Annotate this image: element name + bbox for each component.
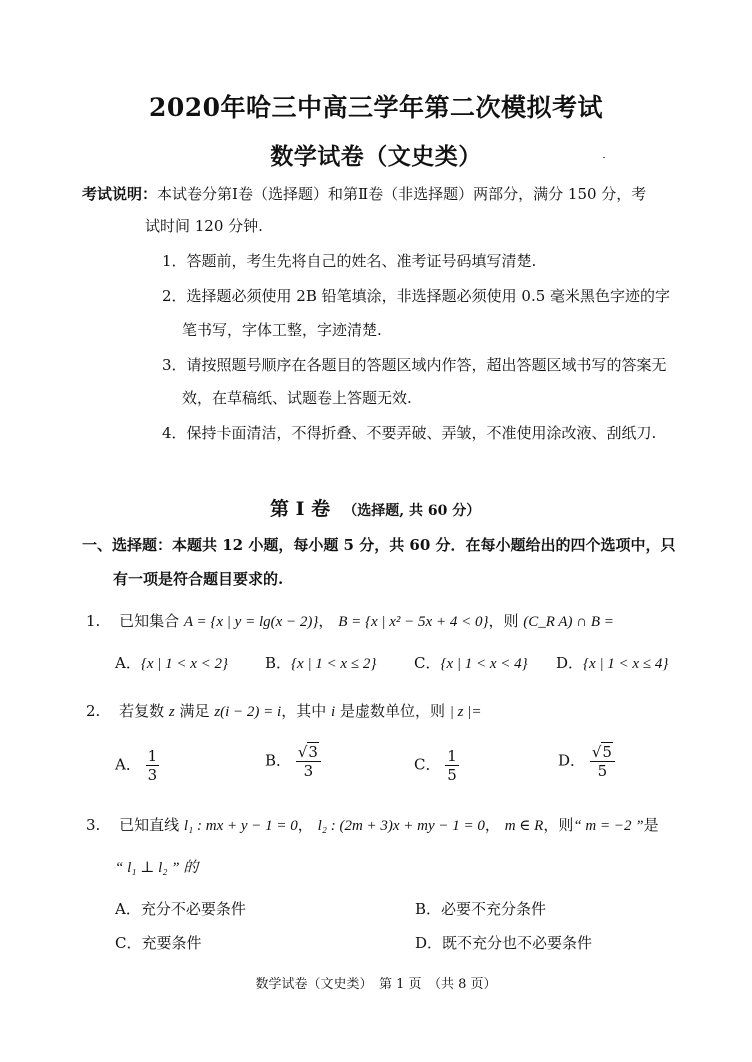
question-3-option-c: C．充要条件 — [115, 934, 202, 952]
exam-title: 2020年哈三中高三学年第二次模拟考试 — [148, 93, 604, 122]
section-subheading: （选择题, 共 60 分） — [343, 503, 481, 519]
fraction-numerator: 1 — [147, 747, 158, 765]
instructions-first-line — [82, 184, 646, 204]
sqrt-sign: √3 — [297, 743, 318, 761]
question-3-text-post: 是 — [643, 816, 659, 834]
question-3-option-a: A．充分不必要条件 — [115, 900, 246, 918]
fraction-numerator — [296, 743, 321, 762]
question-3-stem: 3. 已知直线 l₁ : mx + y − 1 = 0， l₂ : (2m + 3)x + my − 1 = 0， m ∈ R，则“ m = −2 ”是 — [86, 816, 659, 834]
question-3-option-d: D．既不充分也不必要条件 — [415, 934, 593, 952]
fraction-denominator: 5 — [597, 762, 608, 780]
instructions-line1: 本试卷分第Ⅰ卷（选择题）和第Ⅱ卷（非选择题）两部分，满分 150 分，考 — [157, 185, 647, 203]
question-1-stem — [86, 611, 614, 632]
question-2-number: 2. — [86, 702, 101, 720]
question-3-stem-line2: “ l₁ ⊥ l₂ ” 的 — [115, 860, 199, 876]
option-label: B． — [265, 654, 292, 672]
question-2-stem — [86, 701, 482, 722]
radicand: 5 — [602, 743, 612, 761]
part-instructions-line1: 一、选择题：本题共 12 小题，每小题 5 分，共 60 分．在每小题给出的四个选项中，只 — [82, 536, 676, 554]
option-label: A． — [115, 654, 141, 672]
question-1-option-a — [115, 653, 228, 674]
question-3-number: 3. — [86, 816, 101, 834]
fraction-denominator: 5 — [447, 766, 457, 784]
question-1-set-b: B = {x | x² − 5x + 4 < 0} — [338, 614, 489, 630]
fraction-numerator — [590, 743, 615, 762]
option-value: {x | 1 < x < 4} — [440, 656, 528, 672]
question-1-option-b — [265, 653, 376, 674]
question-1-text-pre: 已知集合 — [119, 612, 180, 630]
sqrt-sign: √5 — [591, 743, 612, 761]
question-1-expression: (C_R A) ∩ B = — [523, 614, 614, 630]
instruction-item-1: 1．答题前，考生先将自己的姓名、准考证号码填写清楚. — [162, 252, 537, 270]
part-instructions-line2: 有一项是符合题目要求的. — [113, 570, 284, 588]
question-2-option-a — [115, 747, 159, 784]
instruction-item-4: 4．保持卡面清洁，不得折叠、不要弄破、弄皱，不准使用涂改液、刮纸刀. — [162, 424, 657, 442]
option-label: A． — [115, 755, 141, 774]
option-fraction — [296, 743, 321, 780]
question-1-option-d — [556, 653, 668, 674]
option-fraction — [445, 747, 459, 784]
instruction-item-2-cont: 笔书写，字体工整，字迹清楚. — [182, 321, 382, 339]
option-label: D． — [556, 654, 584, 672]
fraction-denominator: 3 — [303, 762, 314, 780]
question-1-set-a: A = {x | y = lg(x − 2)} — [183, 614, 319, 630]
question-2-option-b — [265, 743, 321, 780]
radicand: 3 — [308, 743, 318, 761]
question-2-var-z: z — [168, 704, 175, 720]
question-2-var-i: i — [331, 704, 336, 720]
question-3-line-l2: l₂ : (2m + 3)x + my − 1 = 0 — [317, 818, 485, 834]
fraction-denominator: 3 — [147, 766, 158, 784]
question-1-number: 1. — [86, 612, 101, 630]
question-2-text-pre: 若复数 — [119, 702, 165, 720]
instructions-line2: 试时间 120 分钟. — [145, 217, 263, 235]
option-value: {x | 1 < x ≤ 4} — [583, 656, 669, 672]
section-heading-row — [270, 494, 480, 521]
option-label: C． — [414, 755, 441, 774]
instruction-item-3-cont: 效，在草稿纸、试题卷上答题无效. — [182, 389, 412, 407]
page-footer: 数学试卷（文史类） 第 1 页 （共 8 页） — [255, 977, 497, 992]
option-fraction — [146, 747, 160, 784]
question-2-option-d — [558, 743, 615, 780]
question-2-abs: | z |= — [449, 704, 482, 720]
stray-mark — [603, 157, 605, 158]
exam-subtitle: 数学试卷（文史类） — [270, 143, 482, 170]
question-2-text-mid2: ，其中 — [281, 702, 327, 720]
fraction-numerator: 1 — [447, 747, 457, 765]
option-label: C． — [414, 654, 441, 672]
option-value: {x | 1 < x < 2} — [140, 656, 229, 672]
question-3-line-l1: l₁ : mx + y − 1 = 0 — [183, 818, 298, 834]
instruction-item-2: 2．选择题必须使用 2B 铅笔填涂，非选择题必须使用 0.5 毫米黑色字迹的字 — [162, 287, 671, 305]
section-heading: 第 I 卷 — [270, 498, 331, 520]
option-label: D． — [558, 751, 586, 770]
option-value: {x | 1 < x ≤ 2} — [291, 656, 377, 672]
instruction-item-3: 3．请按照题号顺序在各题目的答题区域内作答，超出答题区域书写的答案无 — [162, 356, 667, 374]
question-3-text-pre: 已知直线 — [119, 816, 180, 834]
question-3-text-mid: ，则 — [543, 816, 574, 834]
question-1-text-post: ，则 — [488, 612, 519, 630]
instructions-label: 考试说明： — [82, 185, 158, 203]
question-2-text-mid3: 是虚数单位，则 — [339, 702, 445, 720]
question-3-m-in-r: m ∈ R — [504, 818, 544, 834]
option-label: B． — [265, 751, 292, 770]
question-2-option-c — [414, 747, 459, 784]
question-3-condition: “ m = −2 ” — [573, 818, 644, 834]
question-2-text-mid1: 满足 — [179, 702, 210, 720]
option-fraction — [590, 743, 615, 780]
question-1-option-c — [414, 653, 528, 674]
question-2-equation: z(i − 2) = i — [214, 704, 282, 720]
question-1-sep: ， — [318, 612, 334, 630]
question-3-option-b: B．必要不充分条件 — [415, 900, 547, 918]
